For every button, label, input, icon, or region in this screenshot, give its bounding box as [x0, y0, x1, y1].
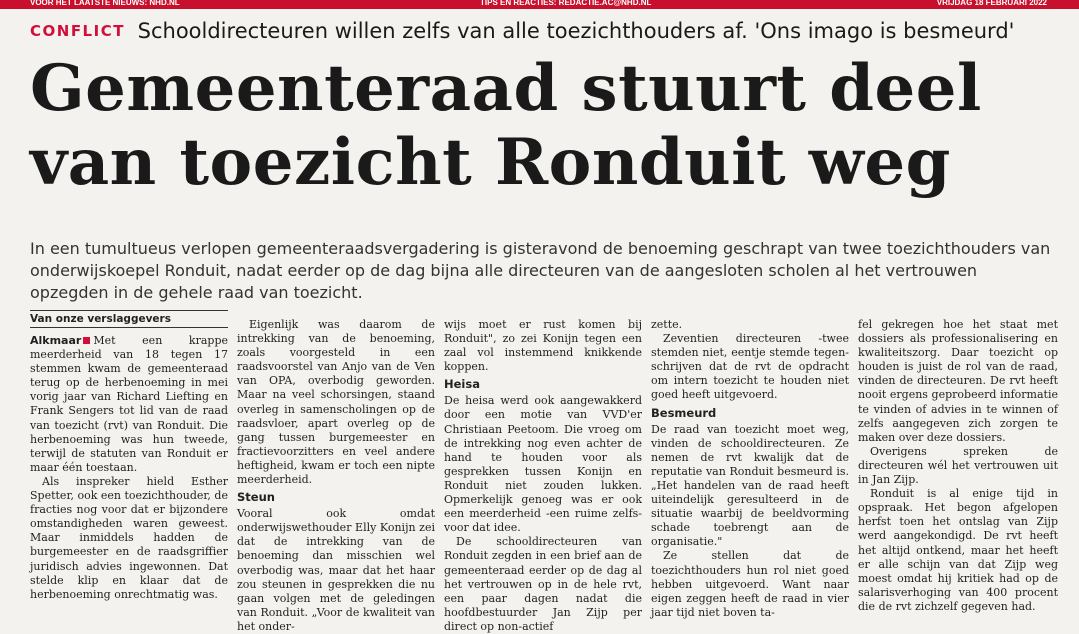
article-paragraph: [30, 334, 228, 475]
paragraph-text: Met een krappe meerderheid van 18 tegen 17 stemmen kwam de gemeenteraad terug op de herbenoeming in mei vorig jaar van Richard Liefting en Frank Sengers tot lid van de raad van toezicht (rvt) van Ronduit. Die herbenoeming was hun tweede, terwijl de statuten van Ronduit er maar één toestaan.: [30, 334, 228, 474]
article-paragraph: Ze stellen dat de toezichthouders hun rol niet goed hebben uitgevoerd. Want naar eigen zeggen heeft de raad in vier jaar tijd niet boven ta-: [651, 549, 849, 619]
article-paragraph: De heisa werd ook aangewakkerd door een motie van VVD'er Christiaan Peetoom. Die vroeg om de intrekking nog even achter de hand te houden voor als gesprekken tussen Konijn en Ronduit niet zouden lukken. Opmerkelijk genoeg was er ook een meerderheid -een ruime zelfs- voor dat idee.: [444, 394, 642, 535]
article-paragraph: Ronduit is al enige tijd in opspraak. Het begon afgelopen herfst toen het ontslag van Zijp werd aangekondigd. De rvt heeft het altijd ontkend, maar het heeft er alle schijn van dat Zijp weg moest omdat hij kritiek had op de salarisverhoging van 400 procent die de rvt zichzelf gegeven had.: [858, 487, 1058, 613]
headline-line-2: van toezicht Ronduit weg: [30, 125, 951, 200]
dateline: Alkmaar: [30, 334, 82, 347]
article-column-2: [237, 318, 435, 634]
article-paragraph: De raad van toezicht moet weg, vinden de schooldirecteuren. Ze nemen de rvt kwalijk dat de reputatie van Ronduit besmeurd is. „Het handelen van de raad heeft uiteindelijk geresulteerd in de situatie waarbij de beeldvorming schade toebrengt aan de organisatie.": [651, 422, 849, 549]
top-bar-left: VOOR HET LAATSTE NIEUWS: NHD.NL: [30, 0, 180, 7]
headline-line-1: Gemeenteraad stuurt deel: [30, 51, 982, 126]
kicker-text: Schooldirecteuren willen zelfs van alle toezichthouders af. 'Ons imago is besmeurd': [137, 19, 1015, 43]
byline: Van onze verslaggevers: [30, 310, 228, 328]
article-paragraph: fel gekregen hoe het staat met dossiers als professionalisering en kwaliteitszorg. Daar toezicht op houden is juist de rol van de raad, vinden de directeuren. De rvt heeft nooit ergens geprobeerd informatie te vinden of advies in te winnen of zelfs aangegeven zich zorgen te maken over deze dossiers.: [858, 318, 1058, 444]
article-paragraph: De schooldirecteuren van Ronduit zegden in een brief aan de gemeenteraad eerder op de dag al het vertrouwen op in de hele rvt, een paar dagen nadat die hoofdbestuurder Jan Zijp per direct op non-actief: [444, 535, 642, 633]
article-column-1: [30, 310, 228, 602]
subheading-heisa: Heisa: [444, 377, 480, 392]
red-square-icon: [83, 337, 90, 344]
top-bar-middle: TIPS EN REACTIES: REDACTIE.AC@NHD.NL: [480, 0, 652, 7]
article-column-5: [858, 318, 1058, 614]
subheading-steun: Steun: [237, 490, 275, 505]
article-paragraph: zette.: [651, 318, 683, 331]
kicker-label: CONFLICT: [30, 22, 125, 40]
article-paragraph: Overigens spreken de directeuren wél het vertrouwen uit in Jan Zijp.: [858, 444, 1058, 487]
article-column-3: [444, 318, 642, 634]
kicker: [30, 18, 1014, 46]
article-column-4: [651, 318, 849, 620]
top-bar: [0, 0, 1079, 9]
top-bar-date: VRIJDAG 18 FEBRUARI 2022: [936, 0, 1047, 7]
article-paragraph: wijs moet er rust komen bij Ronduit", zo zei Konijn tegen een zaal vol instemmend knikkende koppen.: [444, 318, 642, 374]
article-paragraph: Eigenlijk was daarom de intrekking van de benoeming, zoals voorgesteld in een raadsvoorstel van Anjo van de Ven van OPA, overbodig geworden. Maar na veel schorsingen, staand overleg in samenscholingen op de raadsvloer, apart overleg op de gang tussen burgemeester en fractievoorzitters en veel andere heftigheid, kwam er toch een nipte meerderheid.: [237, 318, 435, 487]
lead-paragraph: In een tumultueus verlopen gemeenteraadsvergadering is gisteravond de benoeming geschrapt van twee toezichthouders van onderwijskoepel Ronduit, nadat eerder op de dag bijna alle directeuren van de aangesloten scholen al het vertrouwen opzegden in de gehele raad van toezicht.: [30, 239, 1051, 302]
article-paragraph: Vooral ook omdat onderwijswethouder Elly Konijn zei dat de intrekking van de benoeming dan misschien wel overbodig was, maar dat het haar zou steunen in gesprekken die nu gaan volgen met de geledingen van Ronduit. „Voor de kwaliteit van het onder-: [237, 507, 435, 633]
article-paragraph: Zeventien directeuren -twee stemden niet, eentje stemde tegen- schrijven dat de rvt de opdracht om intern toezicht te houden niet goed heeft uitgevoerd.: [651, 332, 849, 402]
headline: [30, 52, 1070, 200]
article-paragraph: Als inspreker hield Esther Spetter, ook een toezichthouder, de fracties nog voor dat er bijzondere omstandigheden waren geweest. Maar inmiddels hadden de burgemeester en de raadsgriffier juridisch advies ingewonnen. Dat stelde klip en klaar dat de herbenoeming onrechtmatig was.: [30, 474, 228, 601]
subheading-besmeurd: Besmeurd: [651, 405, 717, 420]
